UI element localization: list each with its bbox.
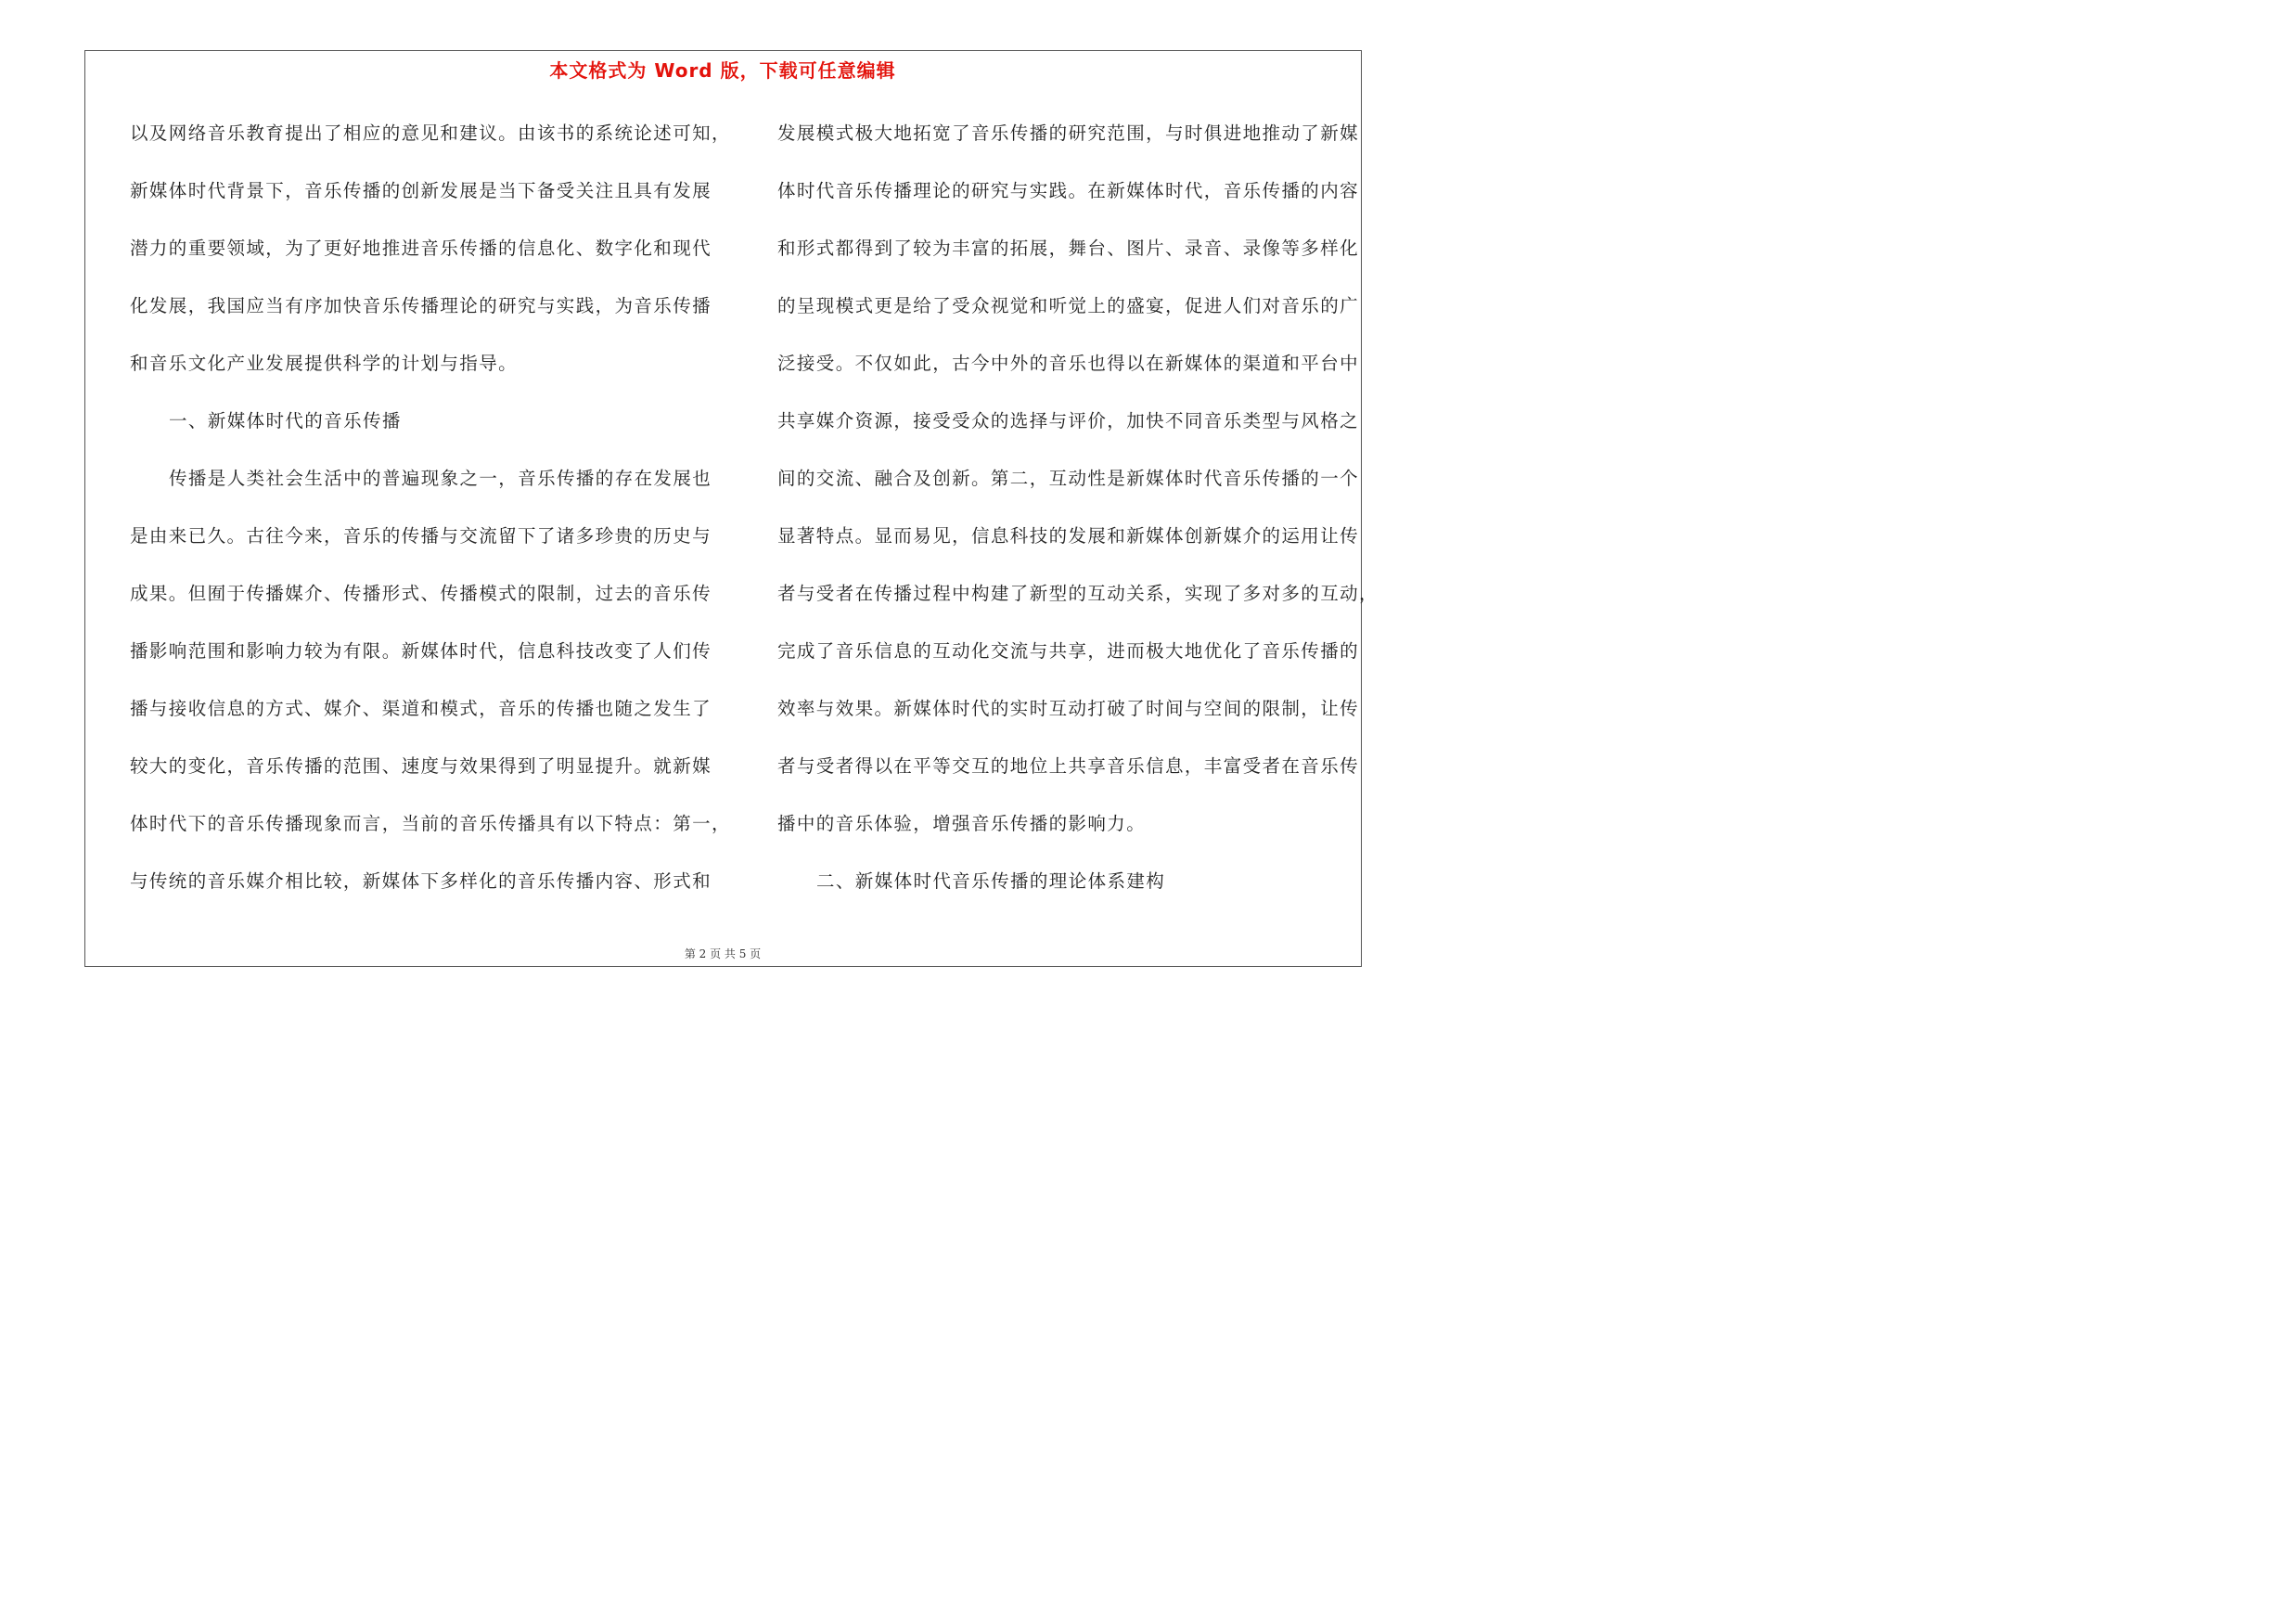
left-column (130, 116, 731, 921)
paragraph-line: 播中的音乐体验，增强音乐传播的影响力。 (777, 813, 1147, 834)
paragraph-line: 效率与效果。新媒体时代的实时互动打破了时间与空间的限制，让传 (777, 698, 1360, 719)
paragraph-line: 播与接收信息的方式、媒介、渠道和模式，音乐的传播也随之发生了 (130, 698, 712, 719)
paragraph-line: 的呈现模式更是给了受众视觉和听觉上的盛宴，促进人们对音乐的广 (777, 295, 1360, 316)
paragraph-line: 显著特点。显而易见，信息科技的发展和新媒体创新媒介的运用让传 (777, 525, 1360, 547)
paragraph-line: 以及网络音乐教育提出了相应的意见和建议。由该书的系统论述可知， (130, 122, 731, 144)
paragraph-line: 播影响范围和影响力较为有限。新媒体时代，信息科技改变了人们传 (130, 640, 712, 662)
paragraph-line: 传播是人类社会生活中的普遍现象之一，音乐传播的存在发展也 (169, 468, 712, 489)
section-heading-1: 一、新媒体时代的音乐传播 (169, 410, 402, 432)
paragraph-line: 和形式都得到了较为丰富的拓展，舞台、图片、录音、录像等多样化 (777, 238, 1360, 259)
paragraph-line: 是由来已久。古往今来，音乐的传播与交流留下了诸多珍贵的历史与 (130, 525, 712, 547)
page-number-footer: 第 2 页 共 5 页 (684, 947, 762, 960)
paragraph-line: 与传统的音乐媒介相比较，新媒体下多样化的音乐传播内容、形式和 (130, 870, 712, 892)
paragraph-line: 者与受者在传播过程中构建了新型的互动关系，实现了多对多的互动， (777, 583, 1379, 604)
paragraph-line: 完成了音乐信息的互动化交流与共享，进而极大地优化了音乐传播的 (777, 640, 1360, 662)
paragraph-line: 间的交流、融合及创新。第二，互动性是新媒体时代音乐传播的一个 (777, 468, 1360, 489)
paragraph-line: 潜力的重要领域，为了更好地推进音乐传播的信息化、数字化和现代 (130, 238, 712, 259)
section-heading-2: 二、新媒体时代音乐传播的理论体系建构 (816, 870, 1166, 892)
word-format-banner: 本文格式为 Word 版，下载可任意编辑 (549, 59, 896, 82)
paragraph-line: 化发展，我国应当有序加快音乐传播理论的研究与实践，为音乐传播 (130, 295, 712, 316)
paragraph-line: 者与受者得以在平等交互的地位上共享音乐信息，丰富受者在音乐传 (777, 755, 1360, 777)
paragraph-line: 新媒体时代背景下，音乐传播的创新发展是当下备受关注且具有发展 (130, 180, 712, 201)
paragraph-line: 和音乐文化产业发展提供科学的计划与指导。 (130, 353, 519, 374)
paragraph-line: 体时代音乐传播理论的研究与实践。在新媒体时代，音乐传播的内容 (777, 180, 1360, 201)
paragraph-line: 较大的变化，音乐传播的范围、速度与效果得到了明显提升。就新媒 (130, 755, 712, 777)
paragraph-line: 共享媒介资源，接受受众的选择与评价，加快不同音乐类型与风格之 (777, 410, 1360, 432)
paragraph-line: 体时代下的音乐传播现象而言，当前的音乐传播具有以下特点：第一， (130, 813, 731, 834)
paragraph-line: 泛接受。不仅如此，古今中外的音乐也得以在新媒体的渠道和平台中 (777, 353, 1360, 374)
right-column (777, 116, 1379, 921)
paragraph-line: 成果。但囿于传播媒介、传播形式、传播模式的限制，过去的音乐传 (130, 583, 712, 604)
paragraph-line: 发展模式极大地拓宽了音乐传播的研究范围，与时俱进地推动了新媒 (777, 122, 1360, 144)
